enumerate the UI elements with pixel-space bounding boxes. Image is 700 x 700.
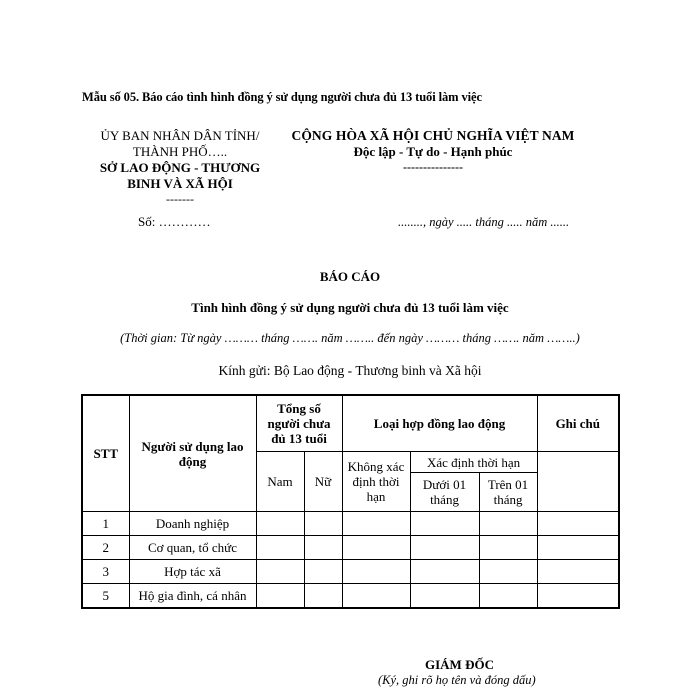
- header-contract-type: Loại hợp đồng lao động: [342, 395, 537, 452]
- row-stt: 1: [82, 512, 129, 536]
- header-note: Ghi chú: [537, 395, 619, 452]
- cell-note[interactable]: [537, 536, 619, 560]
- header-indefinite-term: Không xác định thời hạn: [342, 452, 410, 512]
- row-employer: Cơ quan, tổ chức: [129, 536, 256, 560]
- cell-indefinite[interactable]: [342, 584, 410, 609]
- cell-indefinite[interactable]: [342, 536, 410, 560]
- cell-under-1-month[interactable]: [410, 560, 479, 584]
- cell-indefinite[interactable]: [342, 512, 410, 536]
- signature-note: (Ký, ghi rõ họ tên và đóng dấu): [378, 673, 536, 687]
- cell-female[interactable]: [304, 536, 342, 560]
- cell-male[interactable]: [256, 584, 304, 609]
- motto-divider: ---------------: [403, 160, 463, 174]
- cell-note[interactable]: [537, 560, 619, 584]
- form-title: Mẫu số 05. Báo cáo tình hình đồng ý sử dụng người chưa đủ 13 tuổi làm việc: [82, 90, 482, 104]
- header-employer: Người sử dụng lao động: [129, 395, 256, 512]
- cell-male[interactable]: [256, 560, 304, 584]
- report-table: [81, 394, 620, 609]
- header-note-blank: [537, 452, 619, 512]
- signature-title: GIÁM ĐỐC: [425, 657, 494, 672]
- header-female: Nữ: [304, 452, 342, 512]
- table-row: [82, 512, 619, 536]
- document-number: Số: …………: [138, 214, 211, 229]
- cell-female[interactable]: [304, 584, 342, 609]
- table-row: [82, 584, 619, 609]
- cell-male[interactable]: [256, 536, 304, 560]
- table-row: [82, 536, 619, 560]
- row-stt: 2: [82, 536, 129, 560]
- row-employer: Hộ gia đình, cá nhân: [129, 584, 256, 609]
- cell-under-1-month[interactable]: [410, 536, 479, 560]
- report-title: BÁO CÁO: [319, 269, 381, 284]
- national-motto-header: [278, 128, 588, 174]
- cell-note[interactable]: [537, 512, 619, 536]
- date-line: ........, ngày ..... tháng ..... năm ......: [398, 215, 570, 229]
- agency-line-4: BINH VÀ XÃ HỘI: [127, 176, 233, 191]
- cell-under-1-month[interactable]: [410, 584, 479, 609]
- header-total-under-13: Tổng số người chưa đủ 13 tuổi: [256, 395, 342, 452]
- cell-female[interactable]: [304, 512, 342, 536]
- cell-under-1-month[interactable]: [410, 512, 479, 536]
- header-male: Nam: [256, 452, 304, 512]
- cell-male[interactable]: [256, 512, 304, 536]
- national-title: CỘNG HÒA XÃ HỘI CHỦ NGHĨA VIỆT NAM: [291, 128, 575, 143]
- report-subtitle: Tình hình đồng ý sử dụng người chưa đủ 13 tuổi làm việc: [191, 300, 509, 315]
- report-time-range: (Thời gian: Từ ngày ……… tháng ……. năm …….. đến ngày ……… tháng ……. năm ……..): [120, 331, 580, 345]
- row-stt: 3: [82, 560, 129, 584]
- header-over-1-month: Trên 01 tháng: [479, 473, 537, 512]
- cell-female[interactable]: [304, 560, 342, 584]
- national-motto: Độc lập - Tự do - Hạnh phúc: [353, 144, 513, 159]
- agency-divider: -------: [166, 192, 194, 206]
- cell-over-1-month[interactable]: [479, 560, 537, 584]
- issuing-agency-header: [82, 128, 278, 206]
- row-employer: Doanh nghiệp: [129, 512, 256, 536]
- header-definite-term: Xác định thời hạn: [410, 452, 537, 473]
- cell-indefinite[interactable]: [342, 560, 410, 584]
- report-addressee: Kính gửi: Bộ Lao động - Thương binh và Xã hội: [218, 363, 482, 378]
- cell-over-1-month[interactable]: [479, 584, 537, 609]
- agency-line-1: ỦY BAN NHÂN DÂN TỈNH/: [100, 128, 260, 143]
- row-stt: 5: [82, 584, 129, 609]
- cell-over-1-month[interactable]: [479, 536, 537, 560]
- header-under-1-month: Dưới 01 tháng: [410, 473, 479, 512]
- agency-line-3: SỞ LAO ĐỘNG - THƯƠNG: [99, 160, 261, 175]
- header-stt: STT: [82, 395, 129, 512]
- cell-over-1-month[interactable]: [479, 512, 537, 536]
- table-row: [82, 560, 619, 584]
- agency-line-2: THÀNH PHỐ…..: [132, 144, 228, 159]
- row-employer: Hợp tác xã: [129, 560, 256, 584]
- cell-note[interactable]: [537, 584, 619, 609]
